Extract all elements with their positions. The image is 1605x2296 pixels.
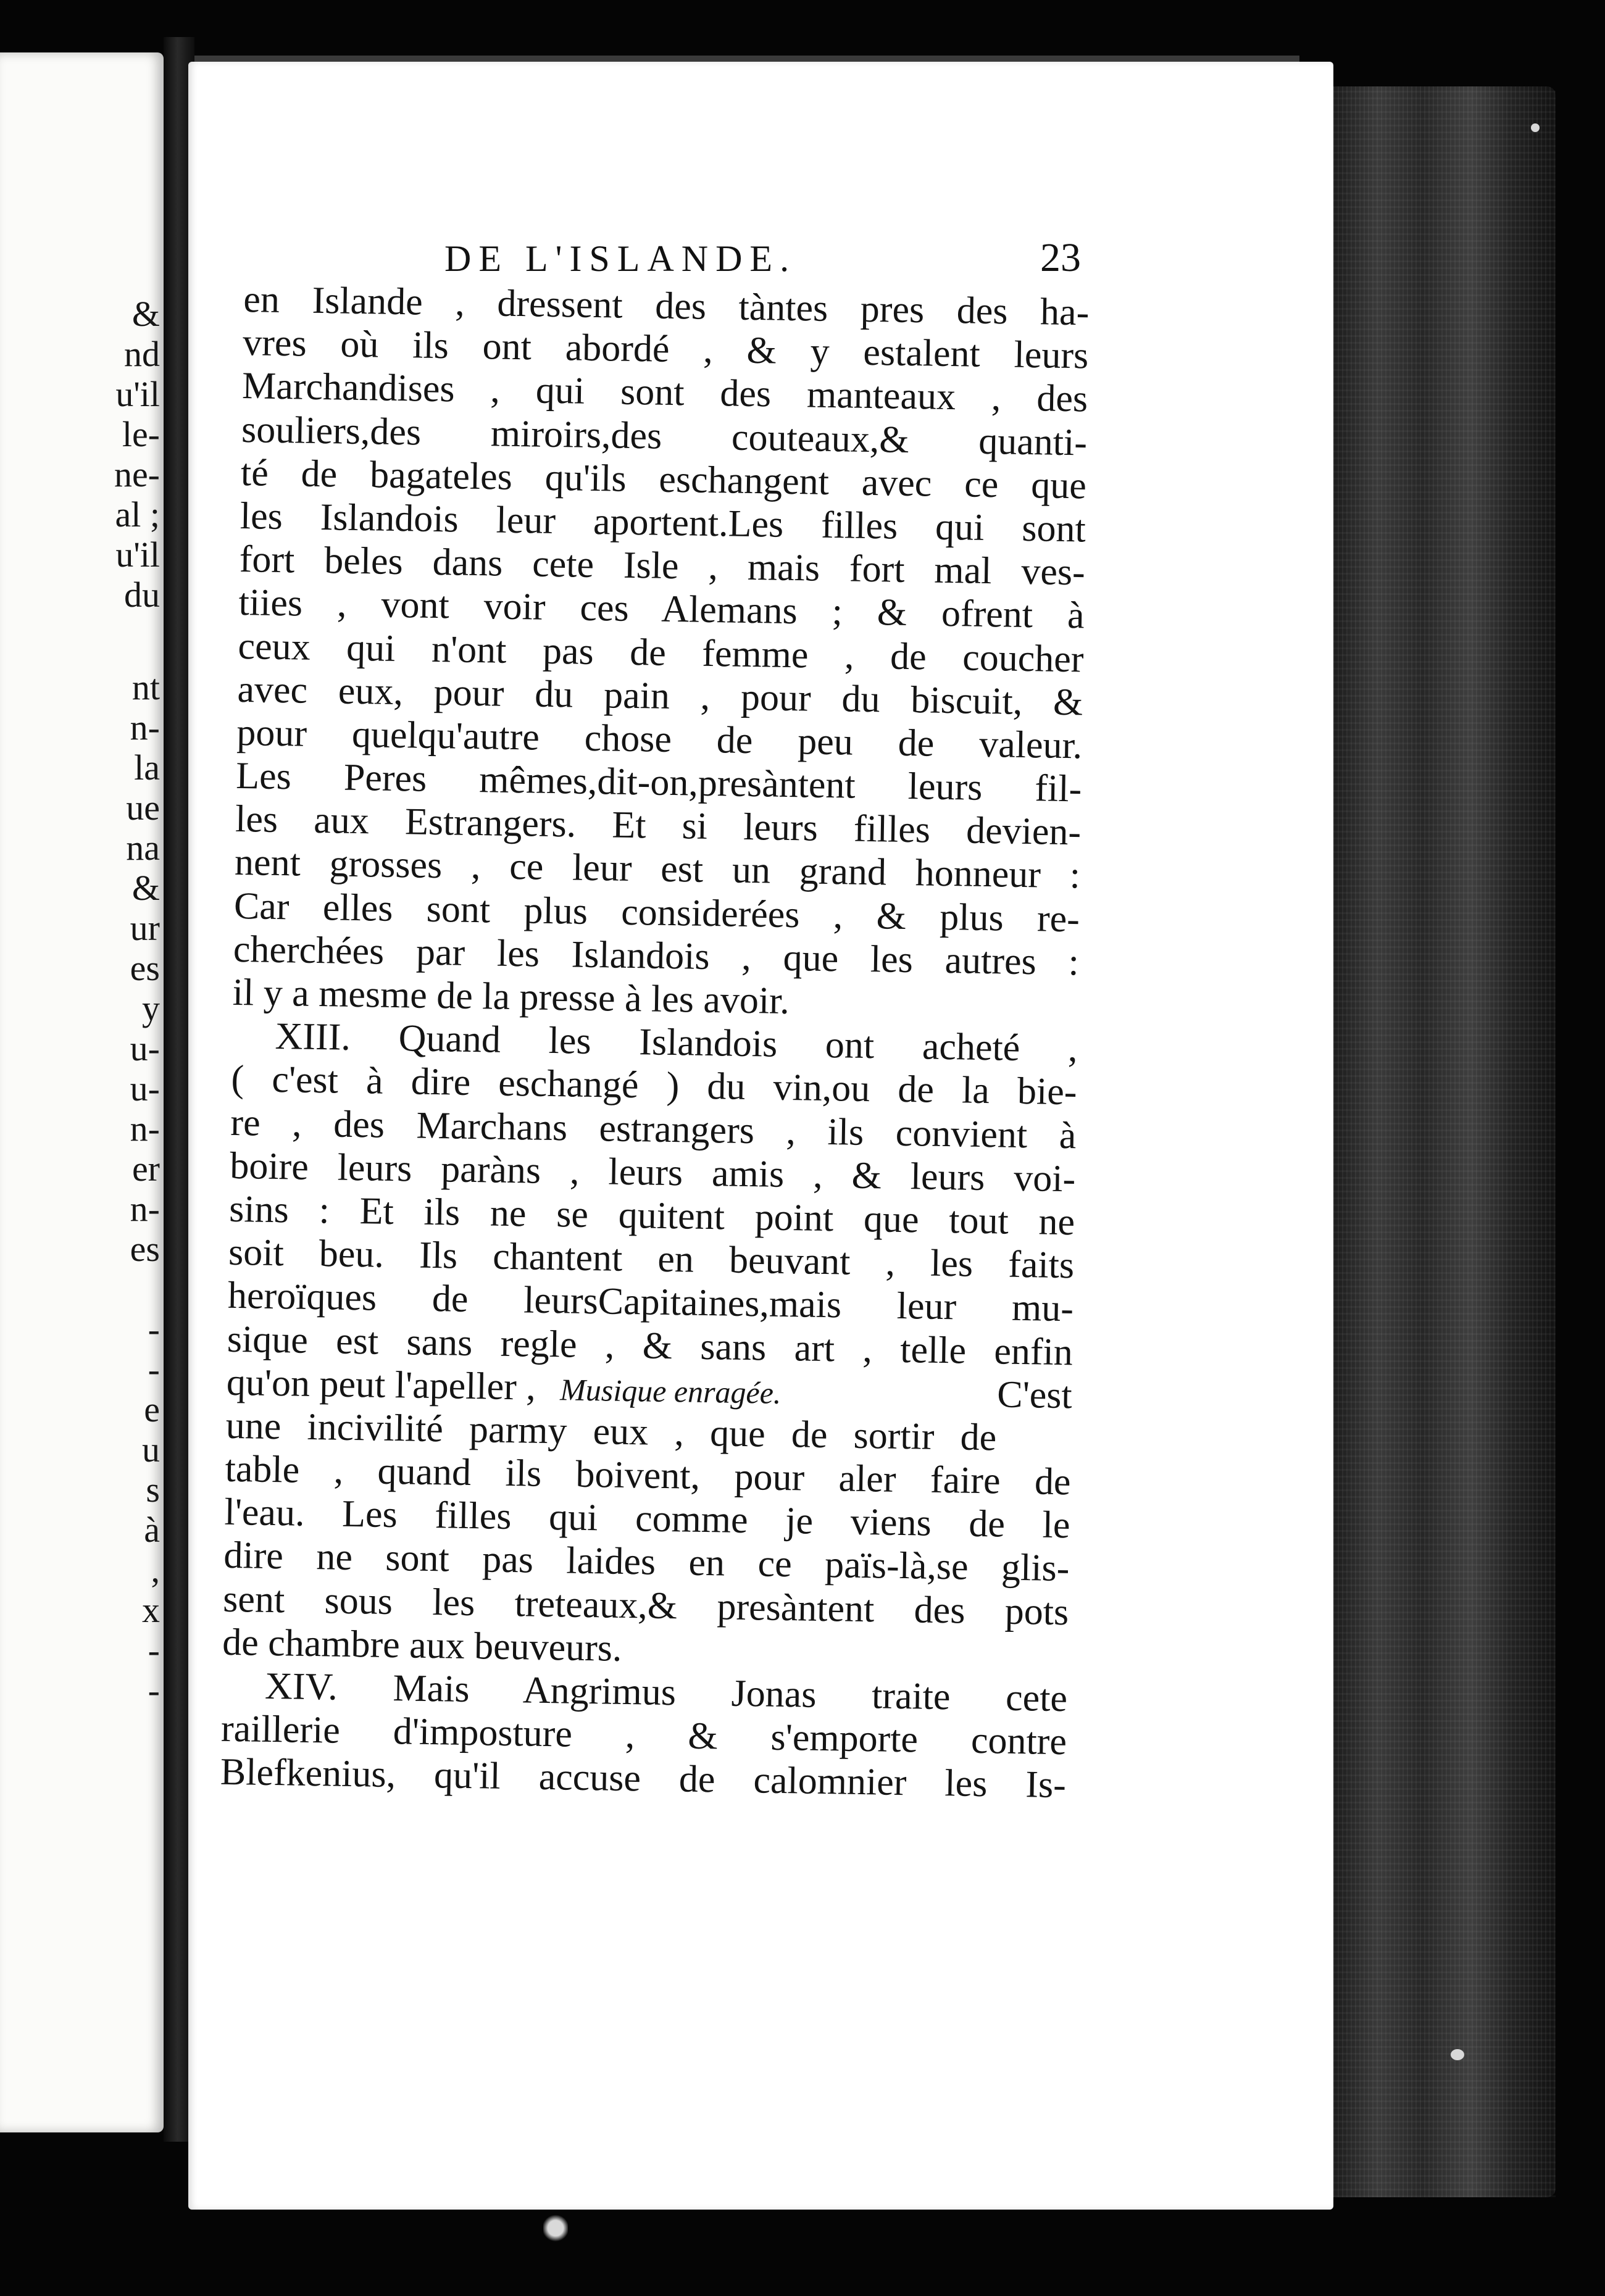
previous-page-fragment: y — [142, 988, 160, 1028]
previous-page-fragment: n- — [130, 707, 160, 747]
previous-page-fragment: ne- — [114, 454, 160, 494]
section-heading-line: XIII. Quand les Islandois ont acheté , — [275, 1015, 1078, 1070]
fore-edge-mark — [1451, 2049, 1464, 2060]
previous-page-fragment: nd — [124, 334, 160, 374]
previous-page-fragment: - — [148, 1670, 160, 1710]
text-line: de chambre aux beuveurs. — [222, 1621, 623, 1670]
italic-phrase: Musique enragée. — [559, 1371, 782, 1410]
previous-page-fragment: le- — [122, 414, 160, 454]
text-line: té de bagateles qu'ils eschangent avec ce que — [240, 451, 1087, 507]
previous-page-fragment: al ; — [115, 494, 160, 534]
text-line: sins : Et ils ne se quitent point que tout ne — [228, 1188, 1075, 1244]
previous-page-fragment: n- — [130, 1189, 160, 1229]
previous-page-fragment: , — [151, 1550, 160, 1590]
previous-page-fragment: du — [124, 575, 160, 615]
text-line: soit beu. Ils chantent en beuvant , les faits — [228, 1231, 1075, 1287]
previous-page-fragment: na — [126, 828, 160, 868]
text-line: pour quelqu'autre chose de peu de valeur. — [236, 711, 1083, 767]
text-line: les aux Estrangers. Et si leurs filles devien- — [235, 798, 1082, 854]
text-line: Car elles sont plus considerées , & plus re- — [233, 884, 1080, 941]
text-line: re , des Marchans estrangers , ils convient à — [230, 1101, 1077, 1157]
text-line: il y a mesme de la presse à les avoir. — [232, 971, 790, 1023]
text-line: sique est sans regle , & sans art , telle enfin — [227, 1318, 1073, 1373]
running-head: DE L'ISLANDE. — [444, 238, 797, 279]
text-line: souliers,des miroirs,des couteaux,& quanti- — [241, 408, 1088, 464]
text-line: fort beles dans cete Isle , mais fort mal ves- — [239, 538, 1086, 594]
previous-page-fragment: ue — [126, 788, 160, 828]
text-line: avec eux, pour du pain , pour du biscuit, & — [236, 668, 1083, 724]
previous-page-fragment: x — [142, 1590, 160, 1630]
previous-page-fragment: nt — [131, 667, 160, 707]
text-line: ceux qui n'ont pas de femme , de coucher — [238, 625, 1084, 680]
body-text — [220, 278, 1089, 1807]
previous-page-fragment: ur — [130, 908, 160, 948]
text-line: cherchées par les Islandois , que les autres : — [233, 928, 1080, 984]
text-line: dire ne sont pas laides en ce païs-là,se glis- — [223, 1534, 1070, 1590]
text-line: Blefkenius, qu'il accuse de calomnier les Is- — [220, 1751, 1067, 1807]
text-line: boire leurs paràns , leurs amis , & leurs voi- — [229, 1144, 1076, 1200]
text-line: heroïques de leursCapitaines,mais leur mu- — [227, 1275, 1074, 1330]
text-line: table , quand ils boivent, pour aler faire de — [225, 1447, 1072, 1504]
previous-page-fragment: & — [131, 294, 160, 334]
previous-page-fragment: à — [144, 1510, 160, 1550]
text-line: sent sous les treteaux,& presàntent des pots — [222, 1578, 1069, 1633]
previous-page-fragment: n- — [130, 1108, 160, 1149]
previous-page-fragment: la — [134, 747, 160, 788]
previous-page-fragment: es — [130, 1229, 160, 1269]
text-line: nent grosses , ce leur est un grand honneur : — [234, 841, 1081, 897]
text-line: raillerie d'imposture , & s'emporte contre — [220, 1707, 1067, 1763]
text-line: Marchandises , qui sont des manteaux , des — [241, 365, 1088, 420]
book-fore-edge — [1333, 86, 1556, 2197]
previous-page-fragment: er — [131, 1149, 160, 1189]
text-line: une incivilité parmy eux , que de sortir de — [225, 1404, 997, 1459]
text-line: les Islandois leur aportent.Les filles qui sont — [240, 494, 1086, 551]
previous-page-fragment: - — [148, 1309, 160, 1349]
fore-edge-mark — [1531, 123, 1540, 132]
previous-page-fragment: e — [144, 1389, 160, 1429]
text-line: en Islande , dressent des tàntes pres des ha- — [243, 278, 1090, 334]
previous-page — [0, 52, 164, 2132]
text-line: tiies , vont voir ces Alemans ; & ofrent à — [238, 581, 1085, 637]
previous-page-fragment: & — [131, 868, 160, 908]
previous-page-fragment: - — [148, 1349, 160, 1389]
previous-page-fragment: - — [148, 1630, 160, 1670]
previous-page-fragment: u — [142, 1429, 160, 1470]
previous-page-fragment: s — [146, 1470, 160, 1510]
text-line: vres où ils ont abordé , & y estalent leurs — [242, 322, 1089, 377]
previous-page-fragment: u'il — [115, 534, 160, 575]
previous-page-fragment: u'il — [115, 374, 160, 414]
text-segment: C'est — [996, 1373, 1073, 1416]
text-line: Les Peres mêmes,dit-on,presàntent leurs fil- — [235, 754, 1082, 810]
section-heading-line: XIV. Mais Angrimus Jonas traite cete — [264, 1665, 1068, 1720]
text-line: l'eau. Les filles qui comme je viens de le — [224, 1491, 1070, 1547]
previous-page-fragment: u- — [130, 1028, 160, 1068]
page-number: 23 — [1040, 235, 1081, 280]
previous-page-fragment: u- — [130, 1068, 160, 1108]
text-segment: qu'on peut l'apeller , — [226, 1361, 536, 1408]
text-line: ( c'est à dire eschangé ) du vin,ou de la bie- — [231, 1058, 1077, 1113]
ink-smudge — [543, 2210, 568, 2247]
previous-page-fragment: es — [130, 948, 160, 988]
